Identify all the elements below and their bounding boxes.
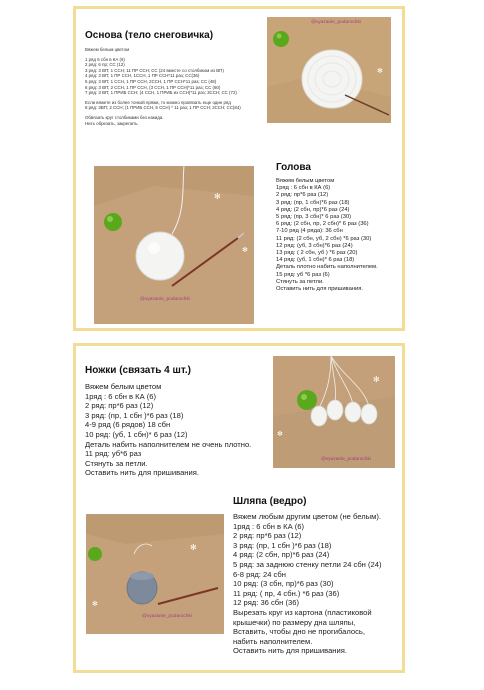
base-ending: Обвязать круг столбиками без накида. — [85, 114, 164, 120]
head-instructions — [276, 178, 378, 293]
svg-text:✻: ✻ — [373, 375, 380, 384]
head-row: 4 ряд: (2 сбн, пр)*6 раз (24) — [276, 206, 350, 213]
head-row: 14 ряд: (уб, 1 сбн)* 6 раз (18) — [276, 257, 355, 264]
head-title: Голова — [276, 162, 311, 173]
page-1 — [73, 6, 405, 331]
base-row: 3 ряд: 3 ВП; 1 ССН; 11 ПР ССН; СС (24 вместе со столбиком из ВП) — [85, 67, 224, 73]
svg-text:✻: ✻ — [377, 67, 383, 75]
hat-row: 11 ряд: ( пр, 4 сбн.) *6 раз (36) — [233, 588, 340, 598]
head-row: 7-10 ряд (4 ряда): 36 сбн — [276, 228, 343, 235]
head-row: 6 ряд: (2 сбн, пр, 2 сбн)* 6 раз (36) — [276, 221, 369, 228]
base-photo — [267, 17, 391, 123]
hat-row: 4 ряд: (2 сбн, пр)*6 раз (24) — [233, 550, 330, 560]
legs-photo-illustration — [273, 356, 395, 468]
hat-photo — [86, 514, 224, 634]
head-row: 11 ряд: (2 сбн, уб, 2 сбн) *6 раз (30) — [276, 235, 372, 242]
hat-row: 3 ряд: (пр, 1 сбн )*6 раз (18) — [233, 540, 332, 550]
head-row: 12 ряд: (уб, 3 сбн)*6 раз (24) — [276, 242, 353, 249]
legs-row: 1ряд : 6 сбн в КА (6) — [85, 391, 157, 401]
hat-row: Вяжем любым другим цветом (не белым). — [233, 512, 381, 521]
head-row: 15 ряд: уб *6 раз (6) — [276, 271, 330, 278]
base-note: 8 ряд: 3ВП; 2 ССН; (1 ПРИБ ССН, 5 ССН) * 11 раз; 1 ПР ССН; 2ССН; СС(84) — [85, 105, 241, 111]
legs-row: Деталь набить наполнителем не очень плотно. — [85, 439, 252, 449]
base-title: Основа (тело снеговичка) — [85, 30, 214, 41]
head-photo — [94, 166, 254, 324]
base-row: 7 ряд: 3 ВП; 1 ПРИБ ССН; (4 ССН, 1 ПРИБ из ССН)*11 раз; 3ССН; СС (72) — [85, 90, 237, 96]
head-row: Деталь плотно набить наполнителем. — [276, 264, 378, 271]
hat-row: 2 ряд: пр*6 раз (12) — [233, 531, 302, 541]
hat-row: крышечки) по размеру дна шляпы, — [233, 617, 356, 627]
hat-row: Оставить нить для пришивания. — [233, 646, 347, 656]
base-intro: Вяжем белым цветом — [85, 47, 130, 52]
head-row: 3 ряд: (пр, 1 сбн)*6 раз (18) — [276, 199, 350, 206]
svg-text:✻: ✻ — [214, 192, 221, 201]
legs-row: 11 ряд: уб*6 раз — [85, 449, 142, 459]
svg-text:✻: ✻ — [190, 543, 197, 552]
legs-photo — [273, 356, 395, 468]
base-row: 5 ряд: 3 ВП; 1 ССН, 1 ПР ССН, 2ССН, 1 ПР ССН*11 раз; СС (48) — [85, 78, 217, 84]
hat-row: 6-8 ряд: 24 сбн — [233, 569, 286, 579]
legs-row: Оставить нить для пришивания. — [85, 468, 199, 478]
hat-photo-watermark: @vyazanie_podarochki — [142, 614, 192, 619]
hat-row: набить наполнителем. — [233, 636, 313, 646]
head-row: Вяжем белым цветом — [276, 178, 335, 184]
head-row: 2 ряд: пр*6 раз (12) — [276, 192, 329, 199]
hat-row: 1ряд : 6 сбн в КА (6) — [233, 521, 305, 531]
base-row: 2 ряд: 6 пр; СС (12) — [85, 62, 125, 68]
base-instructions — [85, 47, 241, 126]
page-2 — [73, 343, 405, 673]
svg-text:✻: ✻ — [242, 246, 248, 254]
hat-instructions — [233, 512, 382, 656]
hat-row: 5 ряд: за заднюю стенку петли 24 сбн (24) — [233, 559, 382, 569]
head-row: Оставить нить для пришивания. — [276, 286, 363, 293]
head-row: 13 ряд: ( 2 сбн, уб ) *6 раз (20) — [276, 250, 358, 257]
base-row: 1 ряд 6 сбн в КА (6) — [85, 56, 125, 62]
legs-row: 4-9 ряд (6 рядов) 18 сбн — [85, 420, 171, 430]
head-row: 5 ряд: (пр, 3 сбн)* 6 раз (30) — [276, 214, 352, 221]
base-note: Если вяжете из более тонкой пряжи, то можно провязать еще один ряд — [85, 99, 231, 105]
base-ending: Нить обрезать, закрепить. — [85, 120, 139, 126]
head-row: Стянуть за петли. — [276, 278, 324, 285]
legs-row: Вяжем белым цветом — [85, 382, 162, 391]
base-photo-watermark: @vyazanie_podarochki — [311, 20, 361, 25]
legs-row: Стянуть за петли. — [85, 458, 148, 468]
base-row: 4 ряд: 3 ВП; 1 ПР ССН, 1ССН, 1 ПР ССН*11 раз; СС(36) — [85, 73, 200, 79]
hat-title: Шляпа (ведро) — [233, 496, 307, 507]
svg-text:✻: ✻ — [277, 430, 283, 438]
legs-row: 3 ряд: (пр, 1 сбн )*6 раз (18) — [85, 410, 184, 420]
legs-instructions — [85, 382, 251, 478]
hat-row: Вставить, чтобы дно не прогибалось, — [233, 627, 365, 637]
hat-row: Вырезать круг из картона (пластиковой — [233, 607, 372, 617]
legs-row: 2 ряд: пр*6 раз (12) — [85, 401, 154, 411]
hat-row: 12 ряд: 36 сбн (36) — [233, 598, 299, 608]
head-photo-watermark: @vyazanie_podarochki — [140, 297, 190, 302]
legs-photo-watermark: @vyazanie_podarochki — [321, 457, 371, 462]
legs-row: 10 ряд: (уб, 1 сбн)* 6 раз (12) — [85, 429, 188, 439]
base-photo-illustration — [267, 17, 391, 123]
base-row: 6 ряд: 3 ВП; 2 ССН, 1 ПР ССН, (3 ССН, 1 ПР ССН)*11 раз; СС (60) — [85, 84, 221, 90]
hat-row: 10 ряд: (3 сбн, пр)*6 раз (30) — [233, 579, 334, 589]
svg-text:✻: ✻ — [92, 600, 98, 608]
legs-title: Ножки (связать 4 шт.) — [85, 365, 191, 376]
head-row: 1ряд : 6 сбн в КА (6) — [276, 185, 331, 192]
